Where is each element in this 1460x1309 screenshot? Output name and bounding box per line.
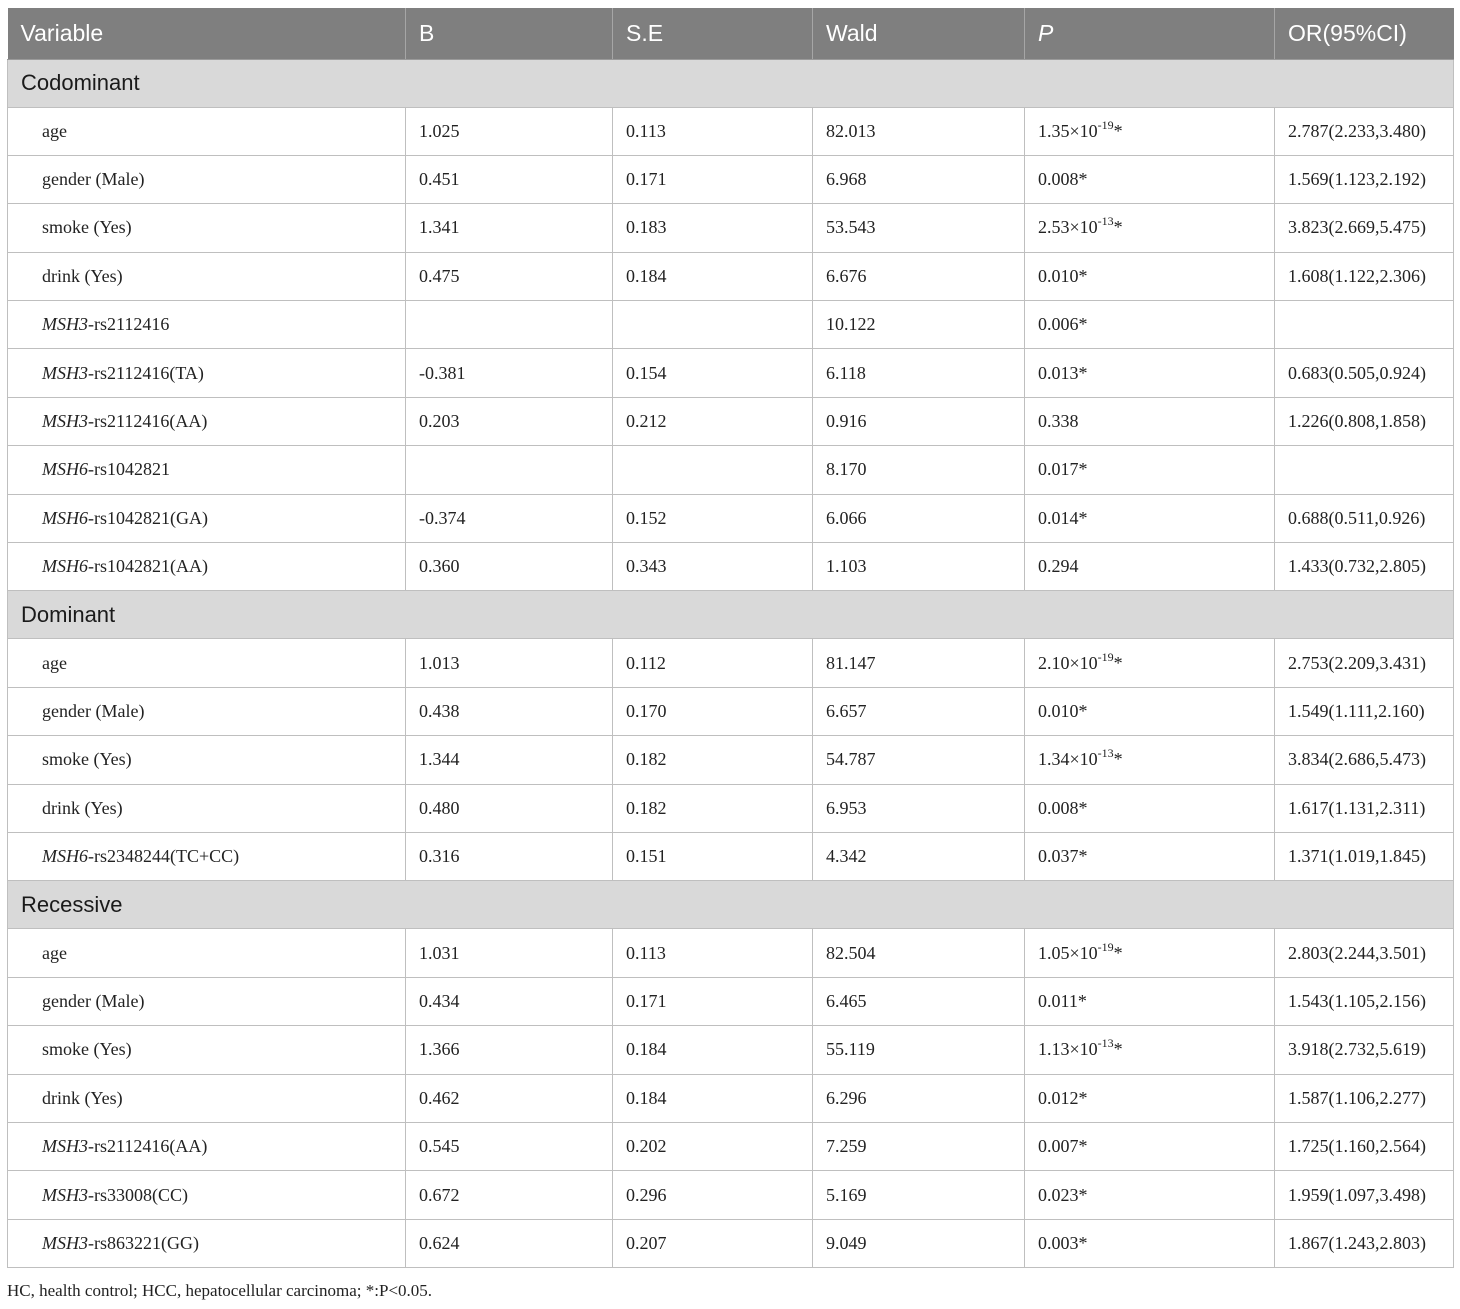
p-mantissa: 1.35×10 (1038, 120, 1098, 141)
cell-variable (8, 1122, 406, 1170)
cell-variable (8, 832, 406, 880)
cell-variable (8, 1171, 406, 1219)
table-row (8, 107, 1454, 155)
cell-b: 1.344 (406, 736, 613, 784)
cell-b: 1.366 (406, 1026, 613, 1074)
cell-variable (8, 1074, 406, 1122)
cell-b: 0.203 (406, 397, 613, 445)
cell-p (1025, 1122, 1275, 1170)
cell-variable (8, 977, 406, 1025)
cell-variable (8, 155, 406, 203)
cell-p (1025, 301, 1275, 349)
cell-wald: 82.504 (813, 929, 1025, 977)
p-significance: * (1113, 749, 1123, 770)
table-row (8, 155, 1454, 203)
cell-se: 0.171 (613, 977, 813, 1025)
variable-name: drink (Yes) (42, 1087, 123, 1108)
cell-se: 0.183 (613, 204, 813, 252)
variable-name: smoke (Yes) (42, 217, 132, 238)
p-mantissa: 0.006* (1038, 314, 1088, 335)
section-row (8, 881, 1454, 929)
variable-name: -rs2112416(AA) (88, 1136, 208, 1157)
cell-se: 0.113 (613, 929, 813, 977)
cell-variable (8, 687, 406, 735)
cell-b: 1.031 (406, 929, 613, 977)
cell-p (1025, 1171, 1275, 1219)
p-mantissa: 0.007* (1038, 1136, 1088, 1157)
cell-wald: 8.170 (813, 446, 1025, 494)
header-p: P (1025, 8, 1275, 59)
cell-b: -0.381 (406, 349, 613, 397)
section-row (8, 59, 1454, 107)
table-row (8, 494, 1454, 542)
table-row (8, 977, 1454, 1025)
p-mantissa: 0.003* (1038, 1232, 1088, 1253)
p-exponent: -13 (1097, 214, 1114, 229)
variable-name: gender (Male) (42, 990, 145, 1011)
cell-wald: 53.543 (813, 204, 1025, 252)
cell-p (1025, 446, 1275, 494)
table-row (8, 1219, 1454, 1267)
header-wald: Wald (813, 8, 1025, 59)
p-mantissa: 1.34×10 (1038, 749, 1098, 770)
cell-or: 2.803(2.244,3.501) (1275, 929, 1454, 977)
cell-or: 0.683(0.505,0.924) (1275, 349, 1454, 397)
cell-or: 2.753(2.209,3.431) (1275, 639, 1454, 687)
table-row (8, 1026, 1454, 1074)
gene-name: MSH3 (42, 1184, 88, 1205)
cell-se: 0.184 (613, 1074, 813, 1122)
p-mantissa: 0.014* (1038, 507, 1088, 528)
variable-name: smoke (Yes) (42, 749, 132, 770)
gene-name: MSH6 (42, 556, 88, 577)
cell-b: 0.451 (406, 155, 613, 203)
cell-p (1025, 832, 1275, 880)
gene-name: MSH3 (42, 314, 88, 335)
p-mantissa: 0.017* (1038, 459, 1088, 480)
cell-or: 0.688(0.511,0.926) (1275, 494, 1454, 542)
cell-or: 1.959(1.097,3.498) (1275, 1171, 1454, 1219)
variable-name: -rs1042821(GA) (88, 507, 208, 528)
cell-p (1025, 1219, 1275, 1267)
cell-or: 1.226(0.808,1.858) (1275, 397, 1454, 445)
cell-variable (8, 784, 406, 832)
section-title: Dominant (8, 591, 1454, 639)
cell-se: 0.112 (613, 639, 813, 687)
p-significance: * (1113, 120, 1123, 141)
variable-name: -rs1042821(AA) (88, 556, 208, 577)
variable-name: -rs863221(GG) (88, 1232, 199, 1253)
cell-p (1025, 977, 1275, 1025)
variable-name: drink (Yes) (42, 797, 123, 818)
cell-variable (8, 107, 406, 155)
cell-p (1025, 494, 1275, 542)
p-mantissa: 0.010* (1038, 700, 1088, 721)
table-row (8, 1074, 1454, 1122)
cell-se (613, 301, 813, 349)
p-exponent: -19 (1097, 117, 1114, 132)
cell-p (1025, 1074, 1275, 1122)
gene-name: MSH3 (42, 1232, 88, 1253)
cell-wald: 6.676 (813, 252, 1025, 300)
cell-wald: 5.169 (813, 1171, 1025, 1219)
p-mantissa: 1.13×10 (1038, 1039, 1098, 1060)
variable-name: -rs2112416(AA) (88, 411, 208, 432)
p-mantissa: 0.008* (1038, 169, 1088, 190)
gene-name: MSH3 (42, 362, 88, 383)
cell-b: 0.438 (406, 687, 613, 735)
header-or: OR(95%CI) (1275, 8, 1454, 59)
cell-wald: 0.916 (813, 397, 1025, 445)
cell-or: 1.569(1.123,2.192) (1275, 155, 1454, 203)
variable-name: -rs2112416 (88, 314, 170, 335)
cell-p (1025, 1026, 1275, 1074)
cell-b: 0.672 (406, 1171, 613, 1219)
table-row (8, 736, 1454, 784)
cell-variable (8, 301, 406, 349)
cell-or: 1.617(1.131,2.311) (1275, 784, 1454, 832)
cell-b: 0.480 (406, 784, 613, 832)
table-row (8, 397, 1454, 445)
table-body (8, 59, 1454, 1268)
cell-se: 0.202 (613, 1122, 813, 1170)
cell-or: 3.823(2.669,5.475) (1275, 204, 1454, 252)
section-title: Recessive (8, 881, 1454, 929)
cell-b: 1.341 (406, 204, 613, 252)
p-exponent: -19 (1097, 649, 1114, 664)
table-row (8, 349, 1454, 397)
table-row (8, 1171, 1454, 1219)
variable-name: -rs1042821 (88, 459, 170, 480)
cell-se: 0.151 (613, 832, 813, 880)
cell-p (1025, 784, 1275, 832)
cell-se: 0.182 (613, 736, 813, 784)
cell-variable (8, 929, 406, 977)
variable-name: gender (Male) (42, 169, 145, 190)
table-header (8, 8, 1454, 59)
p-exponent: -13 (1097, 1036, 1114, 1051)
gene-name: MSH3 (42, 1136, 88, 1157)
table-row (8, 1122, 1454, 1170)
cell-variable (8, 204, 406, 252)
cell-wald: 6.118 (813, 349, 1025, 397)
cell-wald: 6.465 (813, 977, 1025, 1025)
variable-name: drink (Yes) (42, 265, 123, 286)
cell-se: 0.212 (613, 397, 813, 445)
variable-name: age (42, 120, 67, 141)
variable-name: smoke (Yes) (42, 1039, 132, 1060)
p-mantissa: 2.10×10 (1038, 652, 1098, 673)
cell-p (1025, 687, 1275, 735)
cell-wald: 7.259 (813, 1122, 1025, 1170)
table-row (8, 301, 1454, 349)
p-mantissa: 0.011* (1038, 990, 1087, 1011)
cell-se: 0.113 (613, 107, 813, 155)
variable-name: -rs33008(CC) (88, 1184, 188, 1205)
gene-name: MSH3 (42, 411, 88, 432)
table-row (8, 832, 1454, 880)
cell-se: 0.171 (613, 155, 813, 203)
cell-or (1275, 446, 1454, 494)
cell-wald: 6.066 (813, 494, 1025, 542)
p-mantissa: 0.013* (1038, 362, 1088, 383)
cell-wald: 10.122 (813, 301, 1025, 349)
cell-b: 0.360 (406, 543, 613, 591)
cell-se: 0.152 (613, 494, 813, 542)
cell-se: 0.296 (613, 1171, 813, 1219)
cell-variable (8, 1026, 406, 1074)
variable-name: age (42, 942, 67, 963)
cell-wald: 81.147 (813, 639, 1025, 687)
cell-se (613, 446, 813, 494)
cell-variable (8, 446, 406, 494)
header-se: S.E (613, 8, 813, 59)
cell-p (1025, 252, 1275, 300)
cell-se: 0.184 (613, 252, 813, 300)
cell-wald: 6.953 (813, 784, 1025, 832)
cell-b: 0.462 (406, 1074, 613, 1122)
p-mantissa: 0.338 (1038, 411, 1079, 432)
cell-p (1025, 543, 1275, 591)
cell-p (1025, 929, 1275, 977)
table-row (8, 784, 1454, 832)
cell-p (1025, 155, 1275, 203)
cell-se: 0.182 (613, 784, 813, 832)
cell-wald: 6.296 (813, 1074, 1025, 1122)
section-title: Codominant (8, 59, 1454, 107)
header-b: B (406, 8, 613, 59)
p-mantissa: 0.023* (1038, 1184, 1088, 1205)
cell-b: 0.624 (406, 1219, 613, 1267)
cell-b (406, 301, 613, 349)
gene-name: MSH6 (42, 507, 88, 528)
variable-name: -rs2348244(TC+CC) (88, 846, 240, 867)
cell-wald: 1.103 (813, 543, 1025, 591)
table-row (8, 687, 1454, 735)
cell-p (1025, 397, 1275, 445)
table-row (8, 543, 1454, 591)
cell-variable (8, 639, 406, 687)
p-significance: * (1113, 217, 1123, 238)
cell-b: 1.013 (406, 639, 613, 687)
cell-b: 0.434 (406, 977, 613, 1025)
cell-or: 3.918(2.732,5.619) (1275, 1026, 1454, 1074)
cell-or: 1.725(1.160,2.564) (1275, 1122, 1454, 1170)
cell-or: 1.867(1.243,2.803) (1275, 1219, 1454, 1267)
cell-wald: 4.342 (813, 832, 1025, 880)
cell-or: 3.834(2.686,5.473) (1275, 736, 1454, 784)
regression-table (7, 8, 1454, 1268)
p-mantissa: 1.05×10 (1038, 942, 1098, 963)
variable-name: age (42, 652, 67, 673)
cell-or (1275, 301, 1454, 349)
cell-or: 1.549(1.111,2.160) (1275, 687, 1454, 735)
cell-b: -0.374 (406, 494, 613, 542)
cell-b: 0.475 (406, 252, 613, 300)
cell-p (1025, 204, 1275, 252)
p-exponent: -19 (1097, 939, 1114, 954)
table-row (8, 252, 1454, 300)
variable-name: gender (Male) (42, 700, 145, 721)
p-significance: * (1113, 942, 1123, 963)
cell-se: 0.184 (613, 1026, 813, 1074)
table-footnote: HC, health control; HCC, hepatocellular carcinoma; *:P<0.05. (7, 1281, 433, 1300)
cell-b (406, 446, 613, 494)
p-mantissa: 0.008* (1038, 797, 1088, 818)
cell-variable (8, 543, 406, 591)
cell-or: 2.787(2.233,3.480) (1275, 107, 1454, 155)
p-significance: * (1113, 652, 1123, 673)
cell-variable (8, 349, 406, 397)
p-mantissa: 0.037* (1038, 846, 1088, 867)
cell-or: 1.371(1.019,1.845) (1275, 832, 1454, 880)
cell-variable (8, 397, 406, 445)
cell-or: 1.543(1.105,2.156) (1275, 977, 1454, 1025)
cell-se: 0.207 (613, 1219, 813, 1267)
cell-or: 1.433(0.732,2.805) (1275, 543, 1454, 591)
p-mantissa: 0.294 (1038, 556, 1079, 577)
cell-wald: 9.049 (813, 1219, 1025, 1267)
cell-wald: 54.787 (813, 736, 1025, 784)
table-row (8, 929, 1454, 977)
cell-variable (8, 494, 406, 542)
cell-se: 0.343 (613, 543, 813, 591)
cell-p (1025, 736, 1275, 784)
cell-variable (8, 1219, 406, 1267)
table-row (8, 446, 1454, 494)
p-mantissa: 0.012* (1038, 1087, 1088, 1108)
cell-variable (8, 736, 406, 784)
table-row (8, 204, 1454, 252)
gene-name: MSH6 (42, 846, 88, 867)
cell-or: 1.587(1.106,2.277) (1275, 1074, 1454, 1122)
cell-b: 1.025 (406, 107, 613, 155)
variable-name: -rs2112416(TA) (88, 362, 204, 383)
cell-se: 0.170 (613, 687, 813, 735)
cell-wald: 82.013 (813, 107, 1025, 155)
p-mantissa: 0.010* (1038, 265, 1088, 286)
table-row (8, 639, 1454, 687)
cell-or: 1.608(1.122,2.306) (1275, 252, 1454, 300)
cell-p (1025, 107, 1275, 155)
cell-wald: 6.657 (813, 687, 1025, 735)
gene-name: MSH6 (42, 459, 88, 480)
header-variable: Variable (8, 8, 406, 59)
cell-b: 0.316 (406, 832, 613, 880)
p-significance: * (1113, 1039, 1123, 1060)
p-exponent: -13 (1097, 746, 1114, 761)
cell-wald: 55.119 (813, 1026, 1025, 1074)
p-mantissa: 2.53×10 (1038, 217, 1098, 238)
cell-se: 0.154 (613, 349, 813, 397)
cell-variable (8, 252, 406, 300)
cell-b: 0.545 (406, 1122, 613, 1170)
cell-p (1025, 639, 1275, 687)
section-row (8, 591, 1454, 639)
cell-p (1025, 349, 1275, 397)
cell-wald: 6.968 (813, 155, 1025, 203)
